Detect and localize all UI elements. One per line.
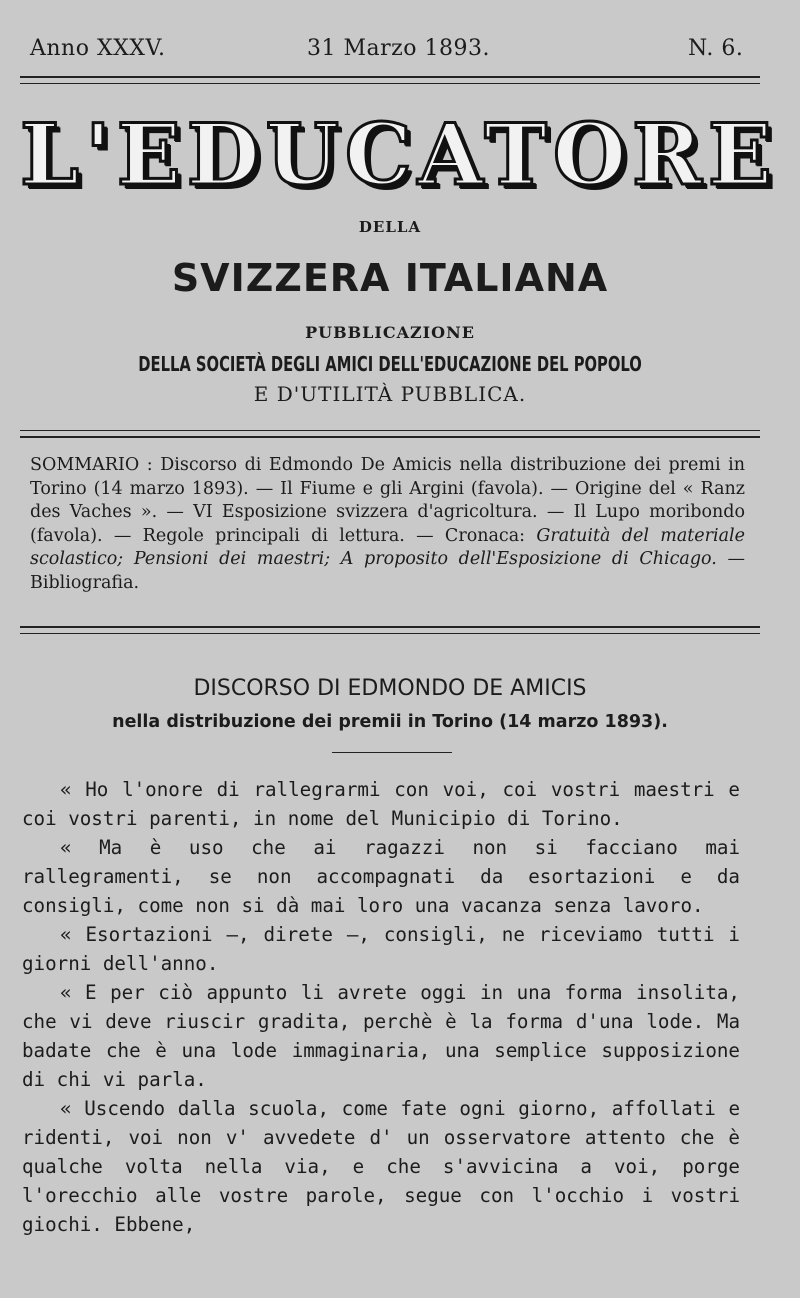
article-paragraph: « Uscendo dalla scuola, come fate ogni giorno, affollati e ridenti, voi non v' avvedete d' un osservatore attento che è qualche volta nella via, e che s'avvicina a voi, porge l'orecchio alle vostre parole, segue con l'occhio i vostri giochi. Ebbene, — [22, 1097, 740, 1236]
masthead-della: DELLA — [358, 218, 422, 236]
sommario-rule-top-1 — [20, 430, 760, 431]
masthead-societa: DELLA SOCIETÀ DEGLI AMICI DELL'EDUCAZIONE DEL POPOLO — [138, 352, 642, 376]
header-rule-top — [20, 76, 760, 78]
sommario-bibliografia: — Bibliografia. — [30, 549, 745, 593]
article-paragraph: « Ho l'onore di rallegrarmi con voi, coi vostri maestri e coi vostri parenti, in nome del Municipio di Torino. — [22, 778, 740, 830]
masthead-utilita: E D'UTILITÀ PUBBLICA. — [253, 382, 527, 406]
article-body — [22, 775, 740, 1239]
masthead-subtitle: SVIZZERA ITALIANA — [171, 256, 609, 300]
issue-number: N. 6. — [688, 36, 744, 61]
issue-year: Anno XXXV. — [30, 36, 166, 61]
masthead-pubblicazione: PUBBLICAZIONE — [305, 323, 475, 342]
sommario-label: SOMMARIO : — [30, 455, 153, 475]
sommario-rule-top-2 — [20, 436, 760, 438]
article-paragraph: « E per ciò appunto li avrete oggi in una forma insolita, che vi deve riuscir gradita, perchè è la forma d'una lode. Ma badate che è una lode immaginaria, una semplice supposizione di chi vi parla. — [22, 981, 740, 1091]
header-rule-bottom — [20, 83, 760, 84]
article-title: DISCORSO DI EDMONDO DE AMICIS — [193, 676, 587, 701]
article-subtitle: nella distribuzione dei premii in Torino (14 marzo 1893). — [112, 712, 668, 732]
article-paragraph: « Esortazioni –, direte –, consigli, ne riceviamo tutti i giorni dell'anno. — [22, 923, 740, 975]
sommario — [30, 454, 745, 595]
sommario-text: Discorso di Edmondo De Amicis nella distribuzione dei premi in Torino (14 marzo 1893). — Il Fiume e gli Argini (favola). — Origine del « Ranz des Vaches ». — VI Esposizione svizzera d'agricoltura. — Il Lupo moribondo (favola). — Regole principali di lettura. — Cronaca: — [30, 455, 745, 546]
sommario-rule-bottom-2 — [20, 633, 760, 634]
sommario-cronaca-items: Gratuità del materiale scolastico; Pensioni dei maestri; A proposito dell'Esposizione di Chicago. — [30, 525, 745, 569]
article-divider — [332, 752, 452, 753]
masthead-title: L'EDUCATORE — [20, 105, 778, 204]
sommario-rule-bottom-1 — [20, 626, 760, 628]
article-paragraph: « Ma è uso che ai ragazzi non si facciano mai rallegramenti, se non accompagnati da esortazioni e da consigli, come non si dà mai loro una vacanza senza lavoro. — [22, 836, 740, 917]
issue-date: 31 Marzo 1893. — [307, 36, 490, 61]
